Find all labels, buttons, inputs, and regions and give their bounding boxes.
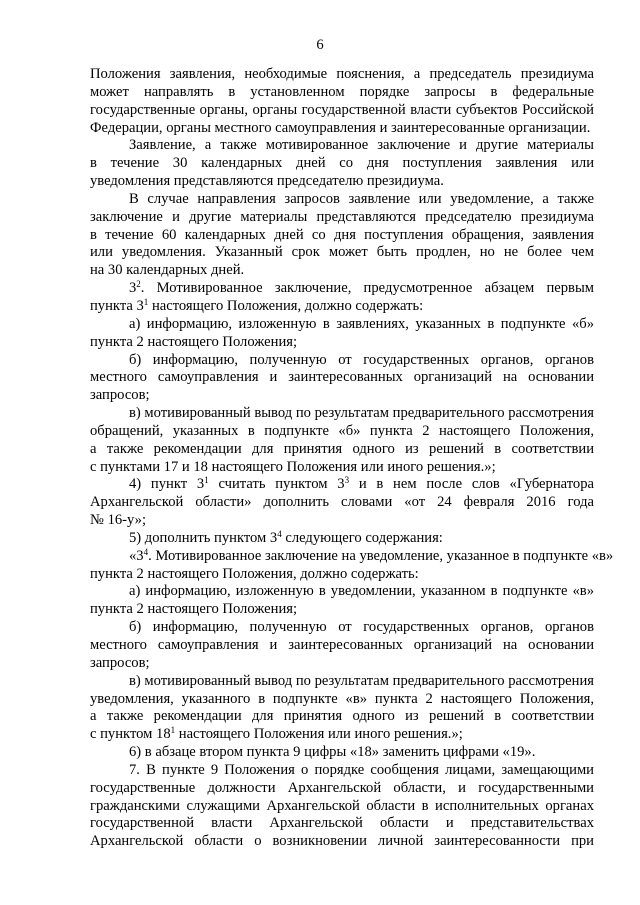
text-line (90, 566, 594, 584)
text-line (90, 546, 614, 566)
page-number: 6 (316, 37, 324, 53)
text-segment: б) информацию, полученную от государственных органов, органов (129, 351, 594, 368)
superscript: 1 (170, 725, 176, 736)
text-segment: В случае направления запросов заявление или уведомление, а также (129, 190, 594, 207)
document-body (90, 66, 614, 851)
text-segment: 7. В пункте 9 Положения о порядке сообщения лицами, замещающими (129, 761, 594, 778)
text-line (90, 441, 594, 459)
text-segment: запросов; (90, 387, 150, 404)
text-line (90, 102, 594, 120)
text-segment: пункта 2 настоящего Положения; (90, 333, 298, 350)
text-line (90, 833, 594, 851)
text-segment: местного самоуправления и заинтересованных организаций на основании (90, 369, 594, 386)
text-line (90, 227, 594, 245)
text-line (90, 726, 594, 744)
superscript: 4 (143, 546, 149, 557)
text-line (90, 798, 594, 816)
text-segment: гражданскими служащими Архангельской области в исполнительных органах (90, 797, 594, 814)
text-segment: следующего содержания: (281, 529, 443, 546)
text-segment: 3 (129, 280, 137, 297)
text-segment: настоящего Положения или иного решения.»; (175, 726, 463, 743)
text-segment: в течение 30 календарных дней со дня поступления заявления или (90, 155, 594, 172)
superscript: 4 (277, 528, 282, 539)
text-segment: б) информацию, полученную от государственных органов, органов (129, 619, 594, 636)
text-line (90, 262, 594, 280)
text-line (90, 66, 594, 84)
text-segment: обращений, указанных в подпункте «б» пункта 2 настоящего Положения, (90, 422, 594, 439)
text-segment: Федерации, органы местного самоуправления и заинтересованные организации. (90, 119, 591, 136)
text-line (90, 84, 594, 102)
text-line (90, 209, 594, 227)
text-segment: № 16-у»; (90, 512, 147, 529)
text-segment: Положения заявления, необходимые пояснения, а председатель президиума (90, 66, 594, 82)
text-segment: и в нем после слов «Губернатора (349, 476, 594, 493)
text-line (90, 512, 594, 530)
text-segment: в) мотивированный вывод по результатам предварительного рассмотрения (129, 672, 594, 689)
text-segment: . Мотивированное заключение, предусмотренное абзацем первым (140, 280, 594, 297)
text-segment: заключение и другие материалы представляются председателю президиума (90, 208, 594, 225)
text-line (90, 619, 594, 637)
text-line (90, 423, 594, 441)
text-line (90, 673, 594, 691)
text-segment: на 30 календарных дней. (90, 262, 245, 279)
text-line (90, 637, 594, 655)
text-line (90, 369, 594, 387)
text-segment: считать пунктом 3 (208, 476, 345, 493)
text-line (90, 494, 594, 512)
superscript: 3 (344, 475, 350, 486)
text-segment: в) мотивированный вывод по результатам предварительного рассмотрения (129, 405, 594, 422)
superscript: 2 (136, 279, 141, 290)
text-segment: Архангельской области» дополнить словами «от 24 февраля 2016 года (90, 494, 594, 511)
text-line (90, 316, 594, 334)
text-segment: пункта 3 (90, 297, 144, 314)
text-segment: . Мотивированное заключение на уведомление, указанное в подпункте «в» (148, 547, 614, 564)
text-line (90, 708, 594, 726)
text-line (90, 298, 594, 316)
text-line (90, 762, 594, 780)
text-segment: настоящего Положения, должно содержать: (148, 297, 424, 314)
text-line (90, 815, 594, 833)
text-line (90, 405, 594, 423)
superscript: 1 (204, 475, 209, 486)
text-line (90, 244, 594, 262)
text-segment: пункта 2 настоящего Положения; (90, 601, 298, 618)
text-line (90, 387, 594, 405)
text-segment: может направлять в установленном порядке запросы в федеральные (90, 83, 594, 100)
text-segment: уведомления, указанного в подпункте «в» пункта 2 настоящего Положения, (90, 690, 594, 707)
text-line (90, 173, 594, 191)
text-segment: пункта 2 настоящего Положения, должно содержать: (90, 565, 419, 582)
text-segment: с пунктом 18 (90, 726, 171, 743)
text-line (90, 583, 594, 601)
text-segment: Архангельской области о возникновении личной заинтересованности при (90, 833, 594, 850)
text-segment: или уведомления. Указанный срок может быть продлен, но не более чем (90, 244, 594, 261)
text-line (90, 352, 594, 370)
text-segment: запросов; (90, 654, 150, 671)
text-line (90, 280, 594, 298)
text-segment: а) информацию, изложенную в заявлениях, указанных в подпункте «б» (129, 315, 594, 332)
text-segment: 6) в абзаце втором пункта 9 цифры «18» заменить цифрами «19». (129, 744, 536, 761)
text-line (90, 744, 594, 762)
text-line (90, 459, 594, 477)
text-line (90, 530, 594, 548)
text-segment: а) информацию, изложенную в уведомлении, указанном в подпункте «в» (129, 583, 594, 600)
text-segment: с пунктами 17 и 18 настоящего Положения или иного решения.»; (90, 458, 496, 475)
text-line (90, 601, 594, 619)
text-segment: государственные должности Архангельской области, и государственными (90, 779, 594, 796)
text-segment: а также рекомендации для принятия одного из решений в соответствии (90, 440, 594, 457)
text-segment: в течение 60 календарных дней со дня поступления обращения, заявления (90, 226, 594, 243)
text-line (90, 191, 594, 209)
text-segment: 5) дополнить пунктом 3 (129, 529, 278, 546)
text-line (90, 120, 594, 138)
text-segment: 4) пункт 3 (129, 476, 205, 493)
text-line (90, 655, 594, 673)
text-line (90, 691, 594, 709)
text-line (90, 137, 594, 155)
text-segment: уведомления представляются председателю президиума. (90, 173, 444, 190)
text-line (90, 780, 594, 798)
text-line (90, 334, 594, 352)
text-segment: Заявление, а также мотивированное заключение и другие материалы (129, 137, 594, 154)
text-segment: государственной власти Архангельской области и представительствах (90, 815, 594, 832)
text-segment: государственные органы, органы государственной власти субъектов Российской (90, 101, 594, 118)
text-segment: местного самоуправления и заинтересованных организаций на основании (90, 637, 594, 653)
text-segment: «3 (129, 547, 144, 564)
text-line (90, 476, 594, 494)
text-segment: а также рекомендации для принятия одного из решений в соответствии (90, 708, 594, 725)
superscript: 1 (143, 296, 149, 307)
text-line (90, 155, 594, 173)
